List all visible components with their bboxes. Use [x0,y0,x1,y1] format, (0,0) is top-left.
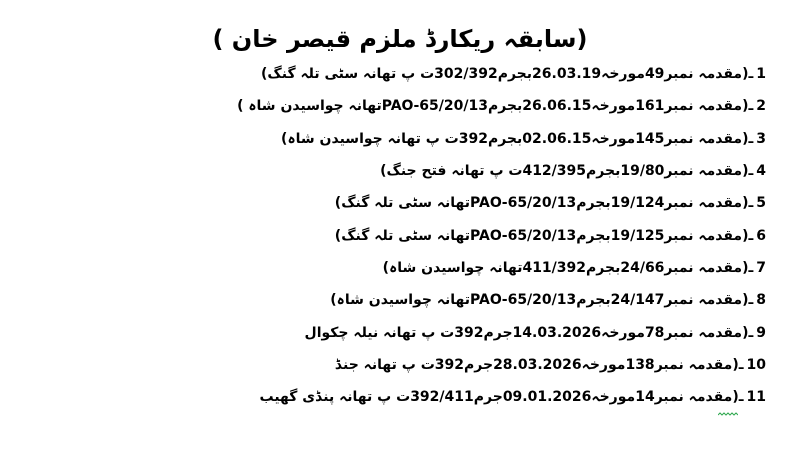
list-item-number: 11 [746,389,766,406]
list-item [304,316,766,348]
list-item-text: ـ(مقدمہ نمبر161مورخہ26.06.15بجرم65/20/13-PAOتھانہ چواسیدن شاہ ) [237,98,754,115]
spellcheck-squiggle-icon [718,412,738,416]
list-item-text: ـ(مقدمہ نمبر19/80بجرم412/395ت پ تھانہ فتح جنگ) [380,163,754,180]
list-item-text: ـ(مقدمہ نمبر138مورخہ28.03.2026جرم392ت پ تھانہ جنڈ [334,356,744,373]
list-item-number: 7 [756,259,766,276]
list-item-number: 9 [756,324,766,341]
list-item [326,252,766,284]
list-item-text: ـ(مقدمہ نمبر145مورخہ02.06.15بجرم392ت پ تھانہ چواسیدن شاہ) [281,130,754,147]
list-item-text: ـ(مقدمہ نمبر19/124بجرم65/20/13-PAOتھانہ سٹی تلہ گنگ) [334,195,754,212]
list-item-number: 6 [756,227,766,244]
list-item-text: ـ(مقدمہ نمبر24/66بجرم411/392تھانہ چواسیدن شاہ) [382,259,754,276]
list-item-number: 1 [756,66,766,83]
record-list [237,58,766,413]
list-item-number: 10 [746,356,766,373]
list-item-number: 8 [756,292,766,309]
list-item [259,381,766,413]
list-item-text: ـ(مقدمہ نمبر14مورخہ09.01.2026جرم392/411ت پ تھانہ پنڈی گھیب [259,389,744,406]
list-item-text: ـ(مقدمہ نمبر78مورخہ14.03.2026جرم392ت پ تھانہ نیلہ چکوال [304,324,754,341]
document-title: (سابقہ ریکارڈ ملزم قیصر خان ) [212,25,588,53]
list-item-number: 4 [756,163,766,180]
list-item [326,284,766,316]
list-item-number: 5 [756,195,766,212]
list-item [237,90,766,122]
list-item [326,187,766,219]
list-item [281,123,766,155]
list-item-text: ـ(مقدمہ نمبر19/125بجرم65/20/13-PAOتھانہ سٹی تلہ گنگ) [334,227,754,244]
list-item [326,155,766,187]
list-item [326,219,766,251]
list-item-text: ـ(مقدمہ نمبر49مورخہ26.03.19بجرم302/392ت پ تھانہ سٹی تلہ گنگ) [261,66,754,83]
list-item-text: ـ(مقدمہ نمبر24/147بجرم65/20/13-PAOتھانہ چواسیدن شاہ) [330,292,754,309]
list-item-number: 3 [756,130,766,147]
list-item [326,349,766,381]
list-item-number: 2 [756,98,766,115]
list-item [261,58,766,90]
